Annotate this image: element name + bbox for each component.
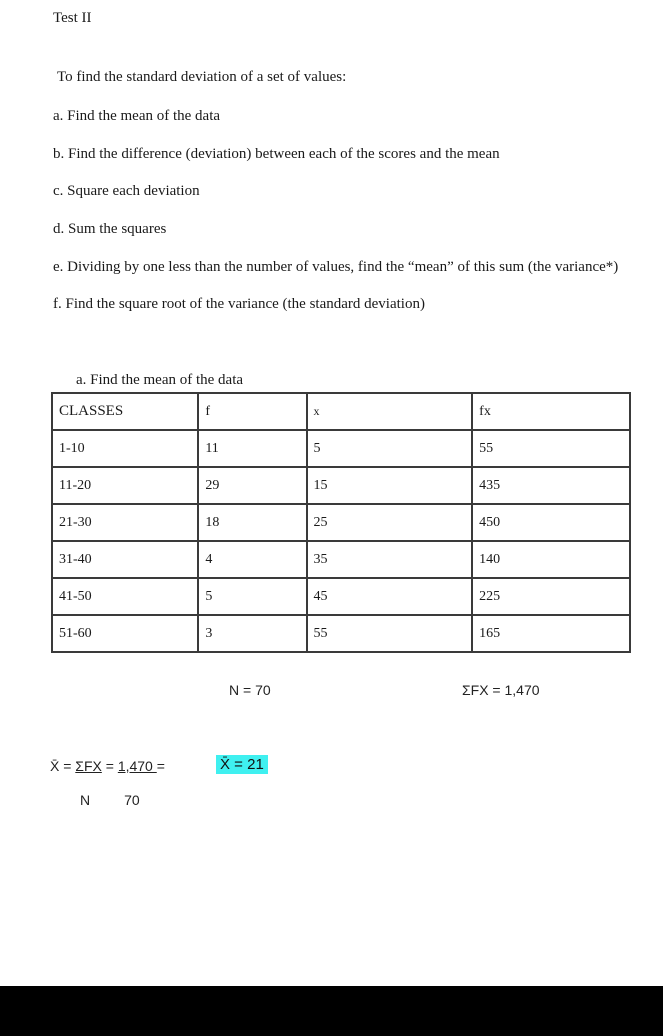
cell-fx: 435 bbox=[472, 467, 630, 504]
cell-f: 29 bbox=[198, 467, 306, 504]
cell-fx: 225 bbox=[472, 578, 630, 615]
table-row bbox=[52, 504, 630, 541]
formula-denominator-symbol: N bbox=[80, 792, 91, 808]
cell-f: 3 bbox=[198, 615, 306, 652]
cell-f: 18 bbox=[198, 504, 306, 541]
cell-fx: 450 bbox=[472, 504, 630, 541]
table-caption: a. Find the mean of the data bbox=[76, 372, 244, 388]
step-f: f. Find the square root of the variance (the standard deviation) bbox=[53, 296, 425, 312]
page-title: Test II bbox=[53, 10, 92, 26]
cell-class: 31-40 bbox=[52, 541, 198, 578]
formula-lhs: X̄ = bbox=[50, 758, 76, 774]
table-row bbox=[52, 430, 630, 467]
cell-class: 41-50 bbox=[52, 578, 198, 615]
cell-x: 25 bbox=[307, 504, 473, 541]
table-row bbox=[52, 467, 630, 504]
formula-denominator-value: 70 bbox=[124, 792, 140, 808]
header-x: x bbox=[307, 393, 473, 430]
frequency-table bbox=[51, 392, 631, 653]
cell-fx: 55 bbox=[472, 430, 630, 467]
cell-class: 11-20 bbox=[52, 467, 198, 504]
cell-f: 5 bbox=[198, 578, 306, 615]
step-d: d. Sum the squares bbox=[53, 221, 167, 237]
step-e: e. Dividing by one less than the number of values, find the “mean” of this sum (the variance*) bbox=[53, 259, 619, 275]
mean-formula bbox=[50, 758, 165, 774]
table-header-row bbox=[52, 393, 630, 430]
n-total: N = 70 bbox=[229, 682, 271, 698]
step-b: b. Find the difference (deviation) between each of the scores and the mean bbox=[53, 146, 500, 162]
cell-class: 1-10 bbox=[52, 430, 198, 467]
sum-fx-total: ΣFX = 1,470 bbox=[462, 682, 540, 698]
header-classes: CLASSES bbox=[52, 393, 198, 430]
formula-numerator-value: 1,470 bbox=[117, 758, 157, 774]
bottom-black-bar bbox=[0, 986, 663, 1036]
mean-result-highlight: X̄ = 21 bbox=[216, 755, 268, 774]
step-c: c. Square each deviation bbox=[53, 183, 200, 199]
cell-class: 51-60 bbox=[52, 615, 198, 652]
cell-class: 21-30 bbox=[52, 504, 198, 541]
step-a: a. Find the mean of the data bbox=[53, 108, 221, 124]
formula-equals-2: = bbox=[156, 758, 165, 774]
table-row bbox=[52, 615, 630, 652]
formula-numerator-symbol: ΣFX bbox=[75, 758, 102, 774]
formula-denominators bbox=[80, 792, 140, 808]
cell-x: 15 bbox=[307, 467, 473, 504]
table-row bbox=[52, 578, 630, 615]
cell-x: 45 bbox=[307, 578, 473, 615]
cell-f: 4 bbox=[198, 541, 306, 578]
cell-x: 35 bbox=[307, 541, 473, 578]
intro-text: To find the standard deviation of a set of values: bbox=[57, 69, 347, 85]
cell-fx: 140 bbox=[472, 541, 630, 578]
cell-fx: 165 bbox=[472, 615, 630, 652]
formula-equals-1: = bbox=[101, 758, 118, 774]
cell-f: 11 bbox=[198, 430, 306, 467]
header-fx: fx bbox=[472, 393, 630, 430]
cell-x: 55 bbox=[307, 615, 473, 652]
header-f: f bbox=[198, 393, 306, 430]
table-row bbox=[52, 541, 630, 578]
cell-x: 5 bbox=[307, 430, 473, 467]
